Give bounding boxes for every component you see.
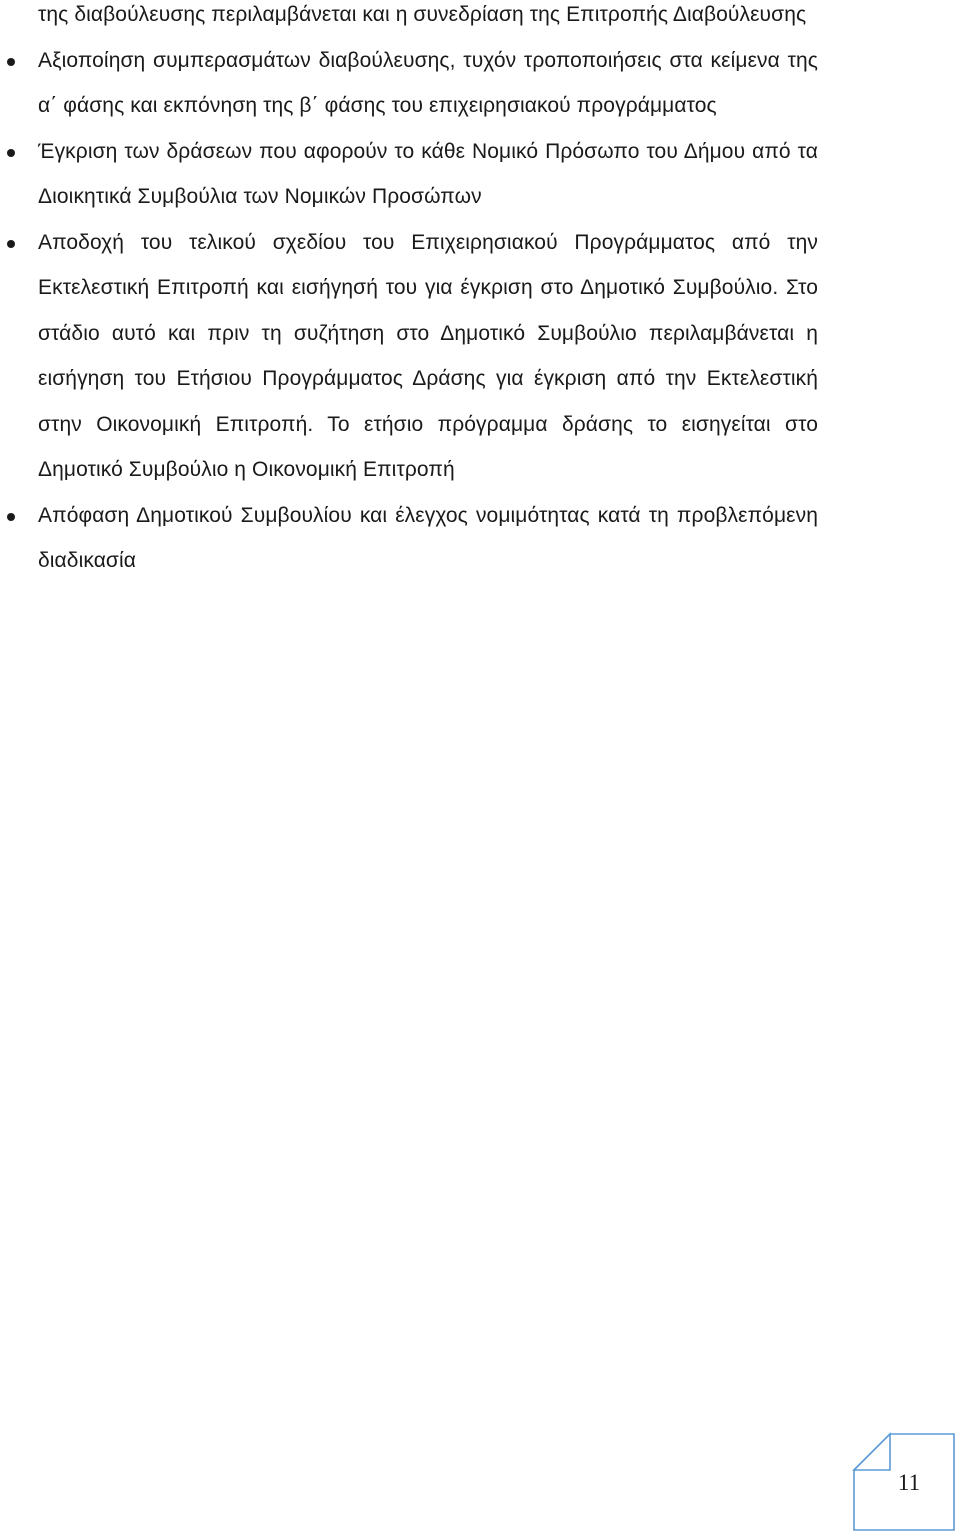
list-item bbox=[38, 220, 818, 493]
page-number: 11 bbox=[897, 1470, 921, 1495]
lead-paragraph: της διαβούλευσης περιλαμβάνεται και η συνεδρίαση της Επιτροπής Διαβούλευσης bbox=[38, 3, 807, 26]
bullet-icon bbox=[7, 58, 15, 66]
page-number-badge bbox=[852, 1432, 956, 1532]
body-text bbox=[38, 0, 818, 584]
bullet-icon bbox=[7, 149, 15, 157]
list-item-text: Απόφαση Δημοτικού Συμβουλίου και έλεγχος νομιμότητας κατά τη προβλεπόμενη διαδικασία bbox=[38, 503, 818, 572]
list-item-text: Αποδοχή του τελικού σχεδίου του Επιχειρησιακού Προγράμματος από την Εκτελεστική Επιτροπή και εισήγησή του για έγκριση στο Δημοτικό Συμβούλιο. Στο στάδιο αυτό και πριν τη συζήτηση στο Δημοτικό Συμβούλιο περιλαμβάνεται η εισήγηση του Ετήσιου Προγράμματος Δράσης για έγκριση από την Εκτελεστική στην Οικονομική Επιτροπή. Το ετήσιο πρόγραμμα δράσης το εισηγείται στο Δημοτικό Συμβούλιο η Οικονομική Επιτροπή bbox=[38, 230, 818, 481]
list-item-text: Έγκριση των δράσεων που αφορούν το κάθε Νομικό Πρόσωπο του Δήμου από τα Διοικητικά Συμβούλια των Νομικών Προσώπων bbox=[38, 139, 818, 208]
bullet-icon bbox=[7, 513, 15, 521]
list-item bbox=[38, 129, 818, 220]
bullet-icon bbox=[7, 240, 15, 248]
list-item bbox=[38, 493, 818, 584]
list-item-text: Αξιοποίηση συμπερασμάτων διαβούλευσης, τυχόν τροποποιήσεις στα κείμενα της α΄ φάσης και εκπόνηση της β΄ φάσης του επιχειρησιακού προγράμματος bbox=[38, 48, 818, 117]
list-item bbox=[38, 38, 818, 129]
bullet-list bbox=[38, 38, 818, 584]
